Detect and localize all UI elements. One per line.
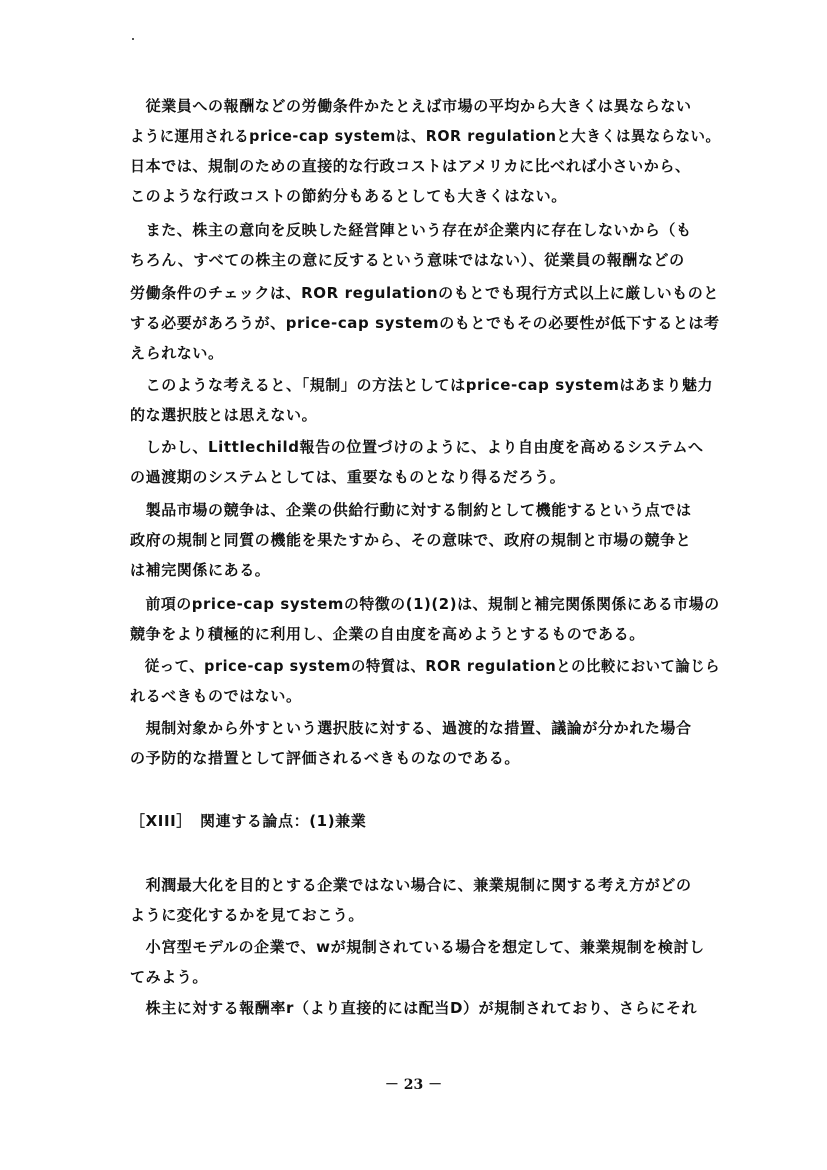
text-line: 的な選択肢とは思えない。 bbox=[130, 406, 318, 424]
text-line: の過渡期のシステムとしては、重要なものとなり得るだろう。 bbox=[130, 468, 566, 486]
text-line: てみよう。 bbox=[130, 968, 209, 986]
page-number: － 23 － bbox=[384, 1077, 443, 1093]
text-line: の予防的な措置として評価されるべきものなのである。 bbox=[130, 749, 521, 767]
text-line: 株主に対する報酬率r（より直接的には配当D）が規制されており、さらにそれ bbox=[130, 999, 698, 1017]
text-line: 競争をより積極的に利用し、企業の自由度を高めようとするものである。 bbox=[130, 625, 645, 643]
text-line: れるべきものではない。 bbox=[130, 687, 302, 705]
text-line: えられない。 bbox=[130, 344, 224, 362]
text-line: また、株主の意向を反映した経営陣という存在が企業内に存在しないから（も bbox=[130, 221, 692, 239]
text-line: ように運用されるprice-cap systemは、ROR regulationと大きくは異ならない。 bbox=[130, 127, 721, 145]
scan-speck bbox=[132, 38, 134, 40]
text-line: このような行政コストの節約分もあるとしても大きくはない。 bbox=[130, 187, 567, 205]
text-line: しかし、Littlechild報告の位置づけのように、より自由度を高めるシステムへ bbox=[130, 438, 704, 456]
text-line: 小宮型モデルの企業で、wが規制されている場合を想定して、兼業規制を検討し bbox=[130, 938, 705, 956]
text-line: このような考えると、「規制」の方法としてはprice-cap systemはあまり魅力 bbox=[130, 376, 714, 394]
text-line: 規制対象から外すという選択肢に対する、過渡的な措置、議論が分かれた場合 bbox=[130, 719, 692, 737]
text-line: 前項のprice-cap systemの特徴の(1)(2)は、規制と補完関係関係にある市場の bbox=[130, 595, 720, 613]
text-line: する必要があろうが、price-cap systemのもとでもその必要性が低下するとは考 bbox=[130, 314, 720, 332]
text-line: 従業員への報酬などの労働条件かたとえば市場の平均から大きくは異ならない bbox=[130, 97, 692, 115]
text-line: ように変化するかを見ておこう。 bbox=[130, 906, 365, 924]
text-line: 製品市場の競争は、企業の供給行動に対する制約として機能するという点では bbox=[130, 501, 692, 519]
text-line: は補完関係にある。 bbox=[130, 561, 271, 579]
text-line: 労働条件のチェックは、ROR regulationのもとでも現行方式以上に厳しいものと bbox=[130, 284, 719, 302]
text-line: 日本では、規制のための直接的な行政コストはアメリカに比べれば小さいから、 bbox=[130, 157, 691, 175]
text-line: 従って、price-cap systemの特質は、ROR regulationとの比較において論じら bbox=[130, 657, 721, 675]
text-line: 利潤最大化を目的とする企業ではない場合に、兼業規制に関する考え方がどの bbox=[130, 876, 692, 894]
text-line: ちろん、すべての株主の意に反するという意味ではない）、従業員の報酬などの bbox=[130, 251, 685, 269]
section-heading: ［XIII］ 関連する論点：(1)兼業 bbox=[130, 812, 367, 830]
text-line: 政府の規制と同質の機能を果たすから、その意味で、政府の規制と市場の競争と bbox=[130, 531, 692, 549]
